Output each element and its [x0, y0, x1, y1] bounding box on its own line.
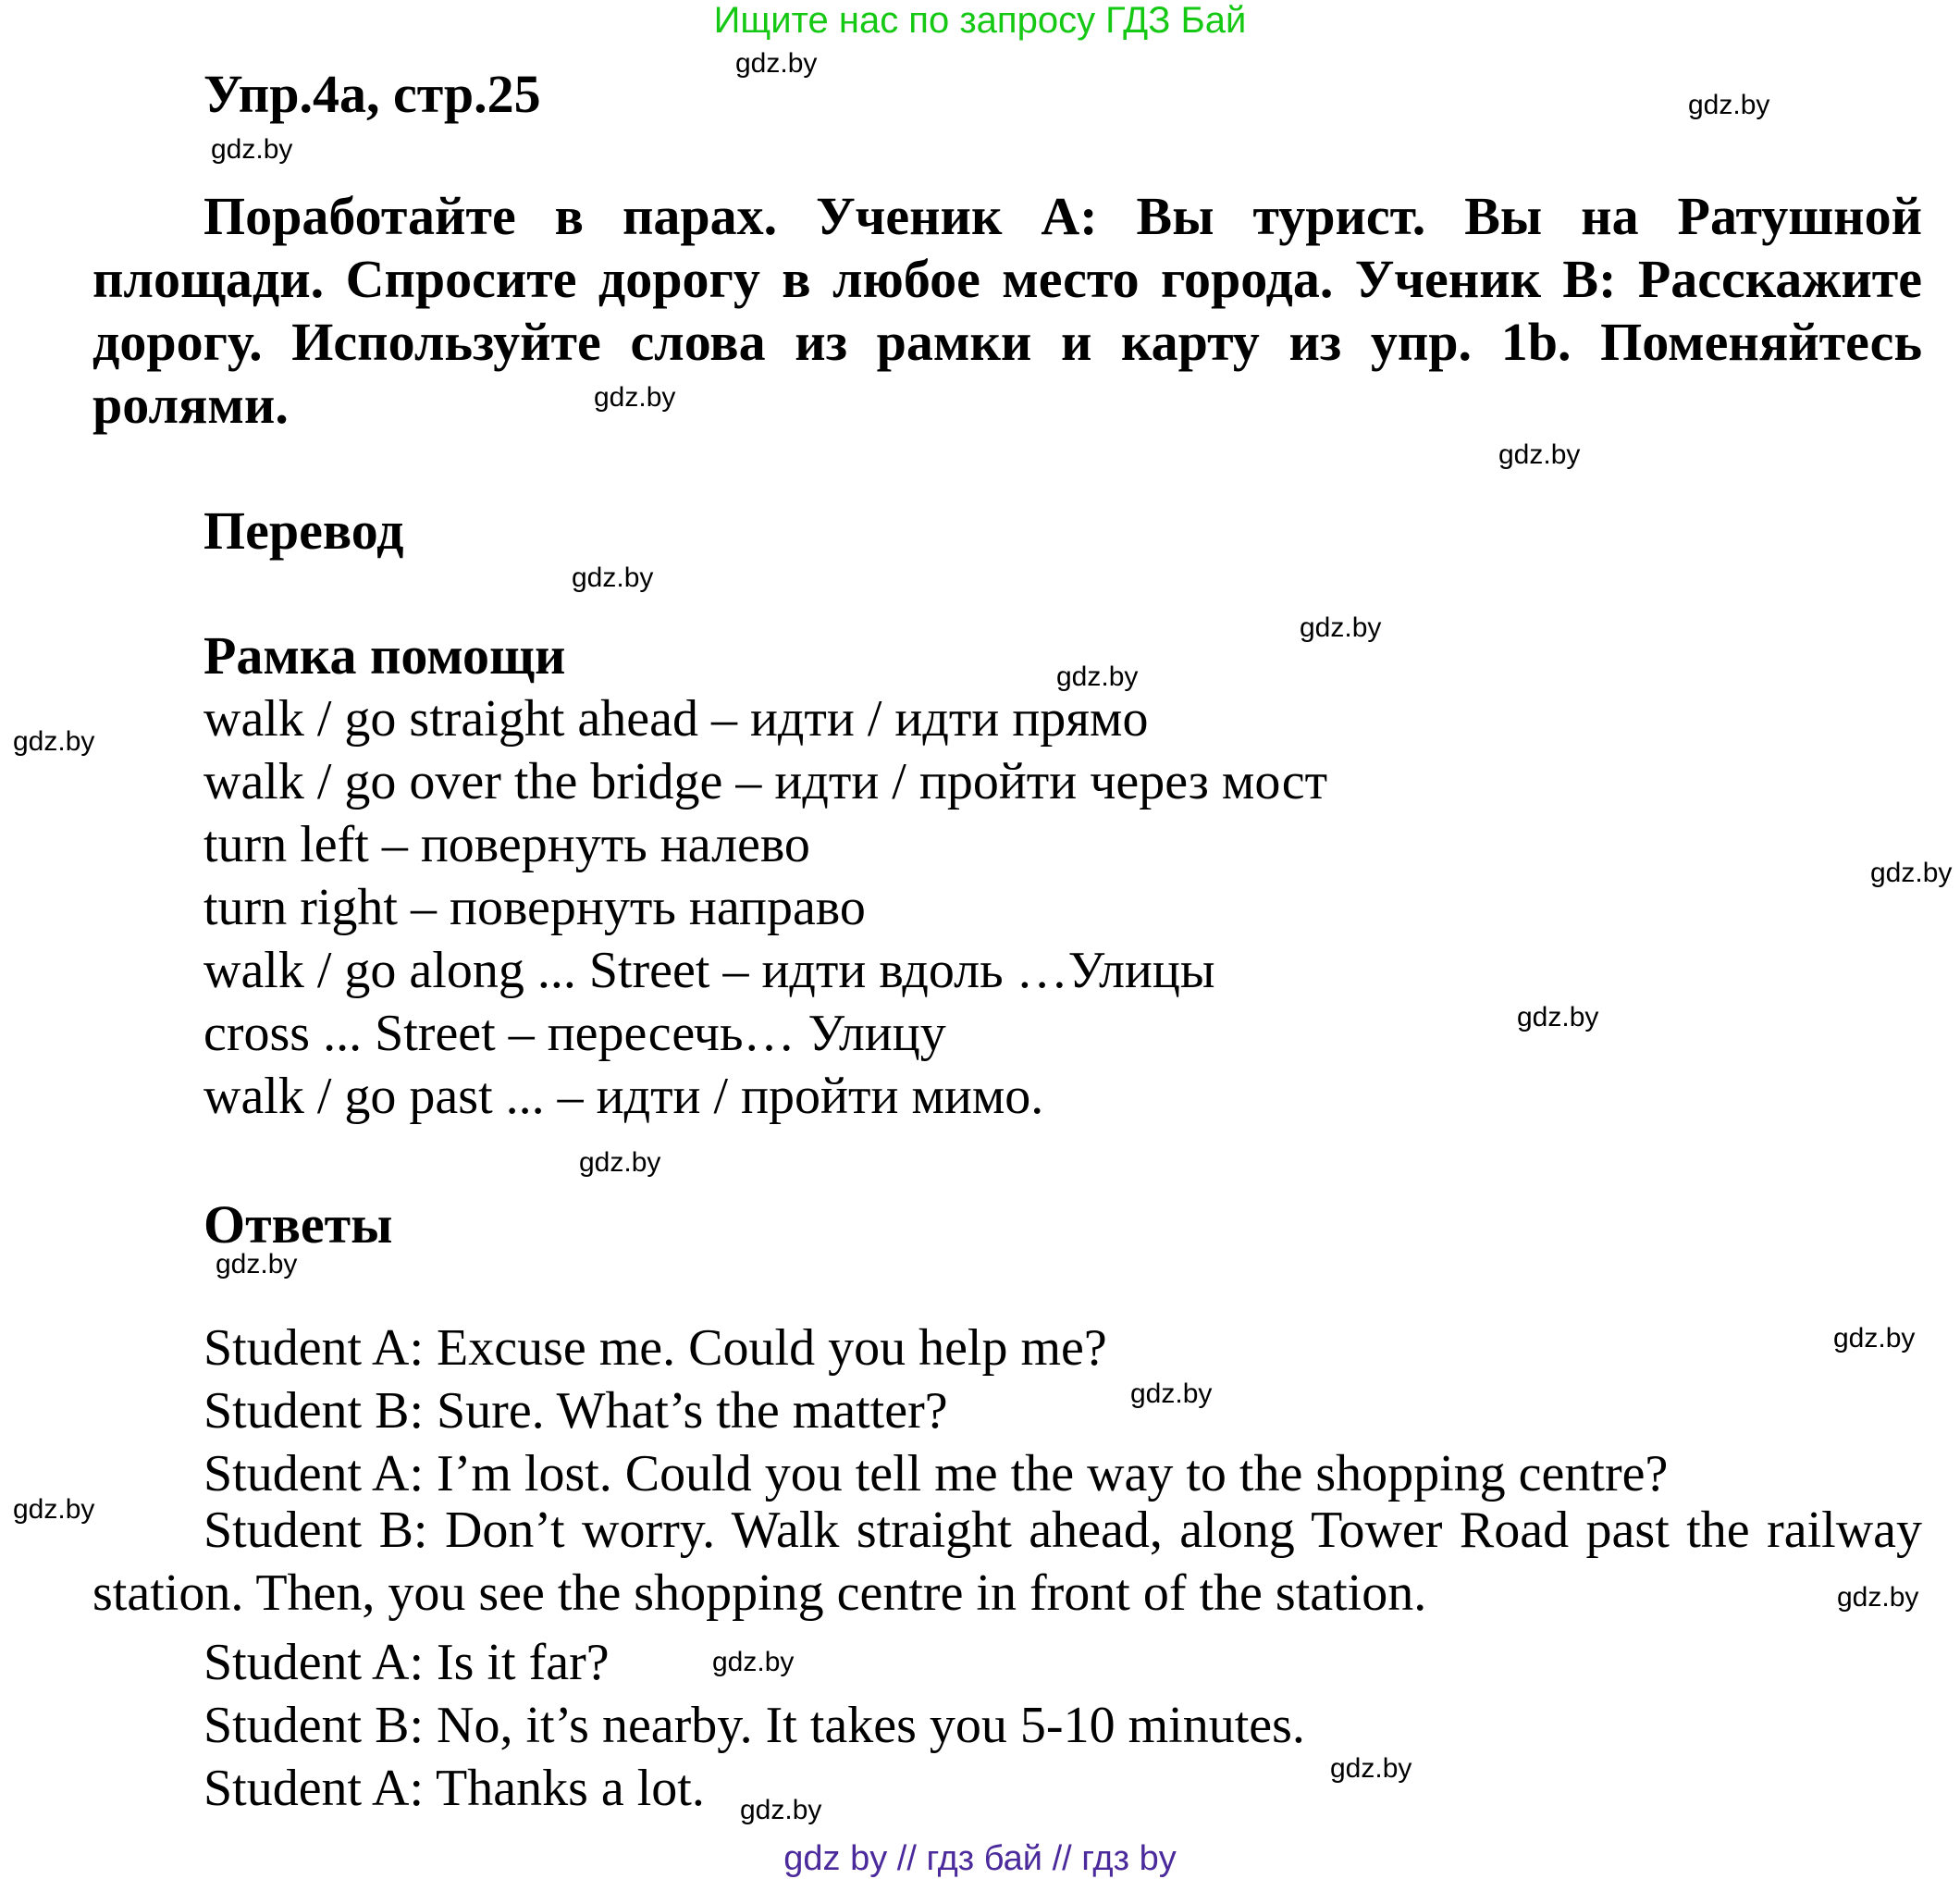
watermark: gdz.by — [572, 562, 654, 593]
dialogue-line: Student A: Thanks a lot. — [203, 1760, 705, 1817]
watermark: gdz.by — [1837, 1582, 1919, 1613]
watermark: gdz.by — [579, 1147, 661, 1178]
watermark: gdz.by — [211, 134, 293, 165]
instruction-text: Поработайте в парах. Ученик A: Вы турист. Вы на Ратушной площади. Спросите дорогу в любое место города. Ученик B: Расскажите дорогу. Используйте слова из рамки и карту из упр. 1b. Поменяйтесь ролями. — [92, 186, 1922, 435]
vocab-item: cross ... Street – пересечь… Улицу — [203, 1005, 946, 1062]
dialogue-line: Student B: No, it’s nearby. It takes you 5-10 minutes. — [203, 1697, 1305, 1754]
watermark: gdz.by — [1870, 858, 1953, 888]
dialogue-line: Student B: Sure. What’s the matter? — [203, 1382, 948, 1440]
watermark: gdz.by — [712, 1647, 795, 1677]
dialogue-line: Student A: Is it far? — [203, 1634, 610, 1691]
watermark: gdz.by — [1130, 1378, 1213, 1409]
vocab-item: turn left – повернуть налево — [203, 816, 810, 873]
vocab-item: walk / go straight ahead – идти / идти прямо — [203, 690, 1149, 748]
watermark: gdz.by — [13, 726, 95, 757]
top-banner: Ищите нас по запросу ГДЗ Бай — [713, 0, 1247, 41]
vocab-item: walk / go past ... – идти / пройти мимо. — [203, 1068, 1044, 1125]
dialogue-line: Student B: Don’t worry. Walk straight ahead, along Tower Road past the railway station. Then, you see the shopping centre in front of the station. — [92, 1502, 1922, 1622]
watermark: gdz.by — [1056, 661, 1139, 692]
watermark: gdz.by — [594, 382, 676, 413]
watermark: gdz.by — [740, 1795, 822, 1825]
vocab-item: walk / go along ... Street – идти вдоль …Улицы — [203, 942, 1215, 999]
vocab-item: walk / go over the bridge – идти / пройти через мост — [203, 753, 1328, 810]
watermark: gdz.by — [735, 48, 818, 79]
watermark: gdz.by — [216, 1249, 298, 1279]
watermark: gdz.by — [1688, 90, 1770, 120]
translation-heading: Перевод — [203, 501, 404, 561]
watermark: gdz.by — [1330, 1753, 1412, 1784]
answers-heading: Ответы — [203, 1194, 393, 1255]
watermark: gdz.by — [1300, 612, 1382, 643]
help-box-heading: Рамка помощи — [203, 625, 566, 686]
watermark: gdz.by — [1498, 439, 1581, 470]
watermark: gdz.by — [1517, 1002, 1599, 1032]
watermark: gdz.by — [1833, 1323, 1916, 1354]
watermark: gdz.by — [13, 1494, 95, 1525]
vocab-item: turn right – повернуть направо — [203, 879, 866, 936]
bottom-banner: gdz by // гдз бай // гдз by — [783, 1839, 1177, 1878]
dialogue-line: Student A: Excuse me. Could you help me? — [203, 1319, 1107, 1377]
exercise-title: Упр.4a, стр.25 — [203, 64, 541, 124]
dialogue-line: Student A: I’m lost. Could you tell me the way to the shopping centre? — [203, 1445, 1669, 1502]
